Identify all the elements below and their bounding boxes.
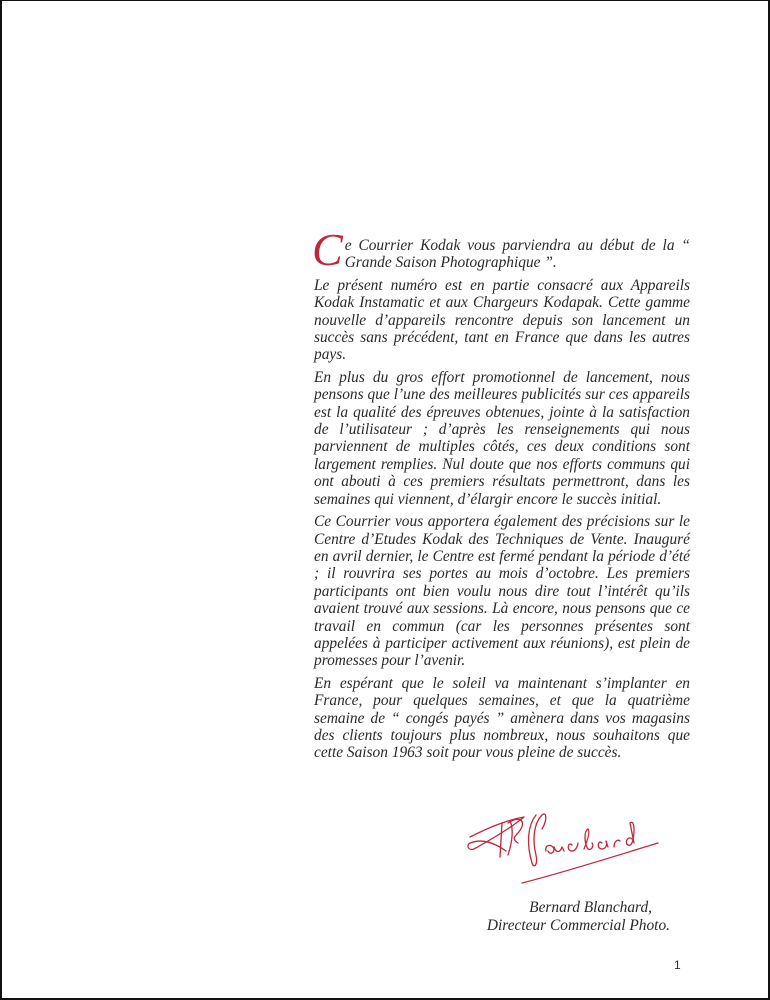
paragraph-1 (312, 224, 690, 275)
page-number: 1 (674, 958, 681, 972)
signatory-block (442, 899, 692, 935)
paragraph-3: En plus du gros effort promotionnel de lancement, nous pensons que l’une des meilleures publicités sur ces appareils est la qualité des épreuves obtenues, jointe à la satisfaction de l’utilisateur ; d’après les renseignements qui nous parviennent de multiples côtés, ces deux conditions sont largement remplies. Nul doute que nos efforts communs qui ont abouti à ces premiers résultats permettront, dans les semaines qui viennent, d’élargir encore le succès initial. (314, 368, 690, 508)
paragraph-5: En espérant que le soleil va maintenant s’implanter en France, pour quelques semaines, et que la quatrième semaine de “ congés payés ” amènera dans vos magasins des clients toujours plus nombreux, nous souhaitons que cette Saison 1963 soit pour vous pleine de succès. (314, 674, 690, 762)
paragraph-1-text: e Courrier Kodak vous parviendra au début de la “ Grande Saison Photographique ”. (344, 237, 690, 272)
signature-image (462, 809, 662, 889)
signatory-title: Directeur Commercial Photo. (486, 917, 670, 934)
signatory-name: Bernard Blanchard, (529, 899, 652, 916)
drop-cap: C (312, 224, 343, 275)
paragraph-2: Le présent numéro est en partie consacré aux Appareils Kodak Instamatic et aux Chargeurs Kodapak. Cette gamme nouvelle d’appareils rencontre depuis son lancement un succès sans précédent, tant en France que dans les autres pays. (314, 276, 690, 364)
paragraph-4: Ce Courrier vous apportera également des précisions sur le Centre d’Etudes Kodak des Techniques de Vente. Inauguré en avril dernier, le Centre est fermé pendant la période d’été ; il rouvrira ses portes au mois d’octobre. Les premiers participants ont bien voulu nous dire tout l’intérêt qu’ils avaient trouvé aux sessions. Là encore, nous pensons que ce travail en commun (car les personnes présentes sont appelées à participer activement aux réunions), est plein de promesses pour l’avenir. (314, 513, 690, 670)
letter-body (312, 224, 690, 767)
handwritten-signature (462, 809, 662, 889)
